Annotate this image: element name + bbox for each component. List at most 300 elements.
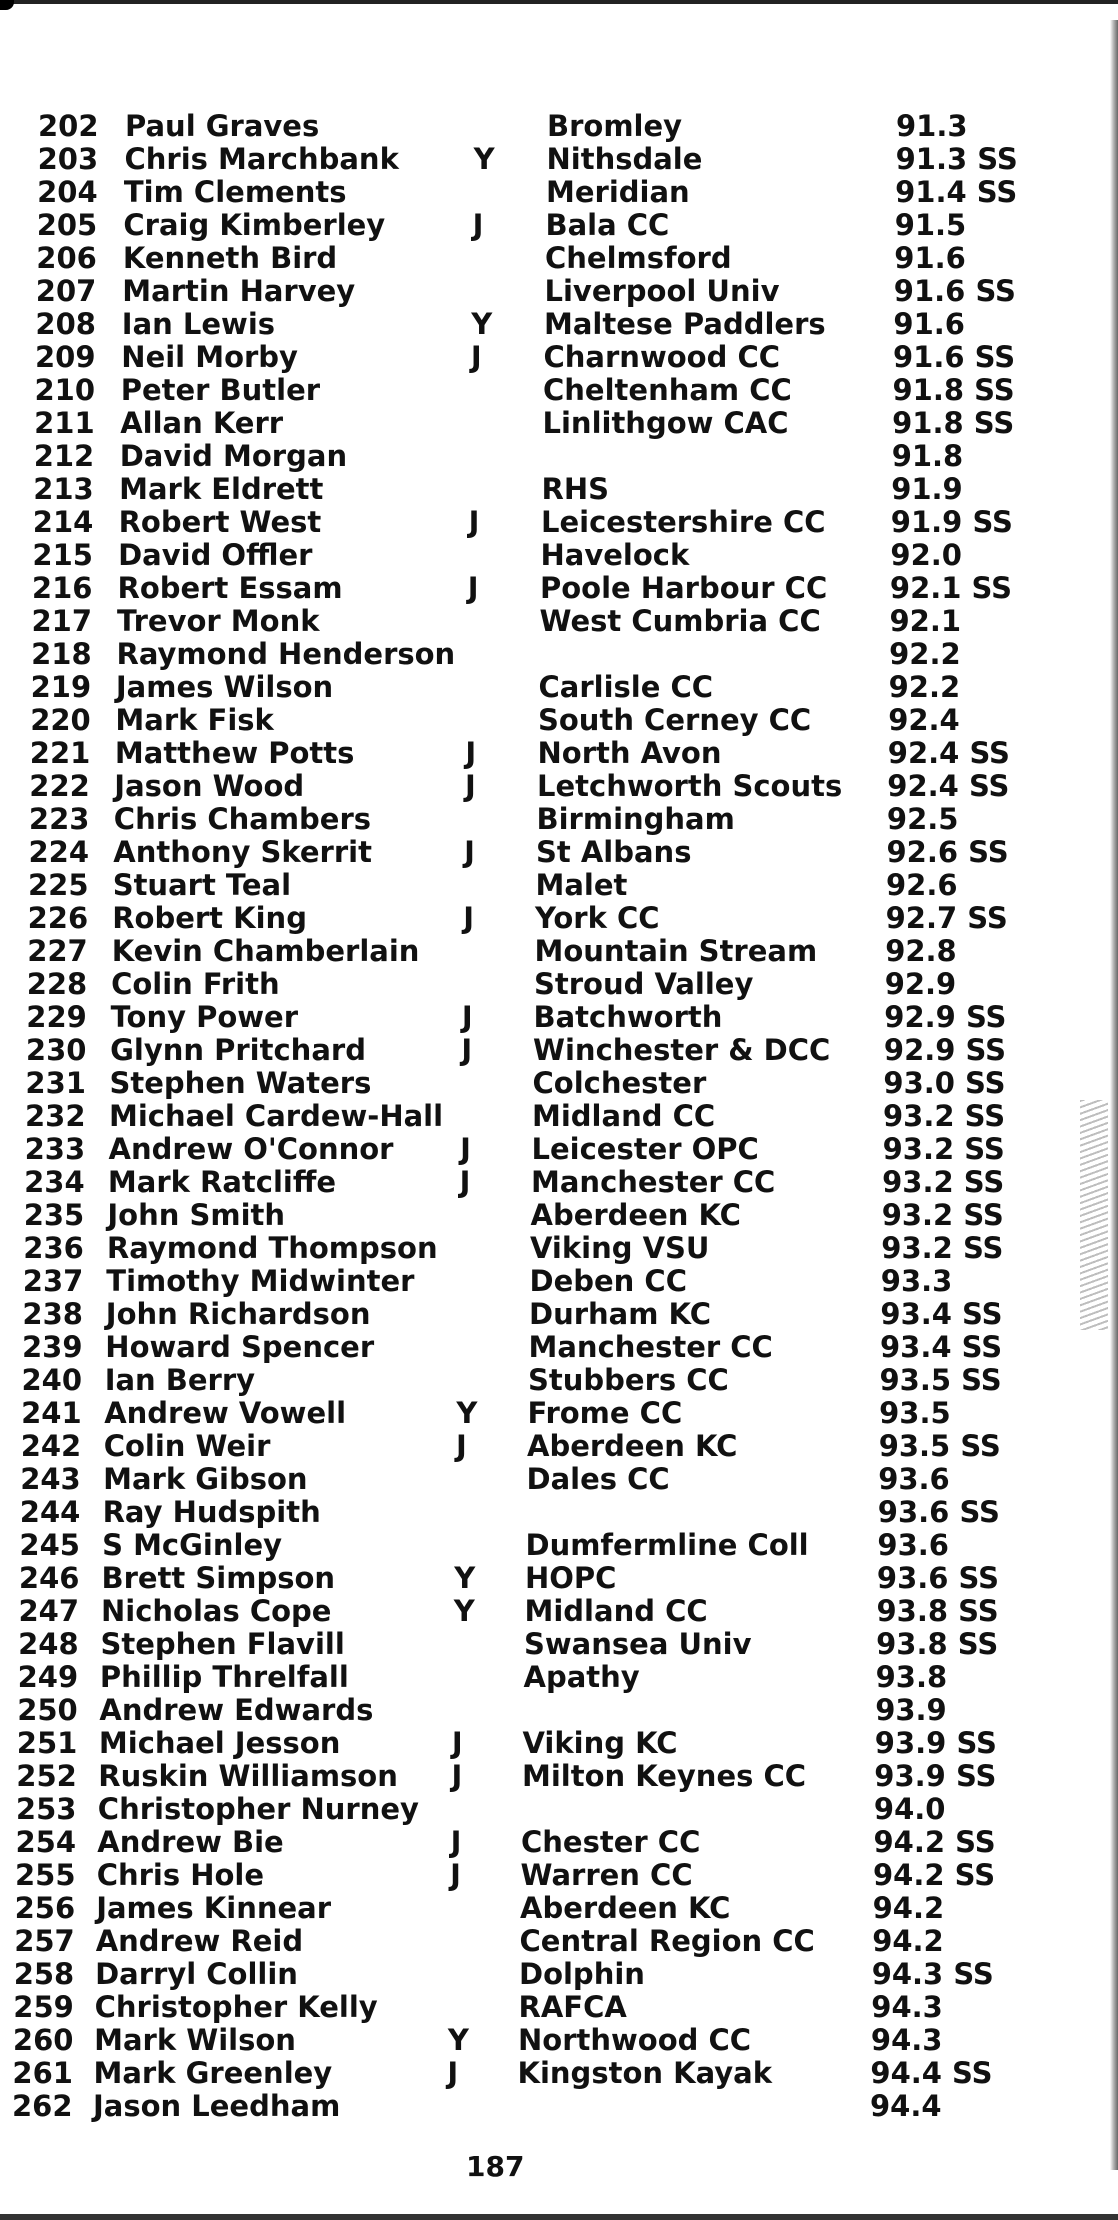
entry-club: Chelmsford (545, 241, 732, 275)
entry-club: Carlisle CC (538, 670, 714, 704)
result-row (0, 605, 1100, 638)
entry-flag: J (460, 1132, 471, 1166)
entry-number: 209 (35, 340, 96, 374)
result-row (0, 671, 1100, 704)
entry-time: 93.6 SS (876, 1561, 1000, 1595)
entry-number: 208 (35, 307, 96, 341)
entry-name: Jason Leedham (93, 2089, 341, 2123)
entry-flag: Y (447, 2023, 469, 2057)
entry-number: 260 (12, 2023, 74, 2057)
entry-time: 93.9 SS (874, 1759, 997, 1793)
entry-flag: J (450, 1825, 462, 1859)
entry-name: John Smith (107, 1198, 286, 1232)
entry-club: Malet (535, 868, 628, 902)
entry-number: 218 (31, 637, 92, 671)
entry-number: 216 (31, 571, 93, 605)
entry-club: Liverpool Univ (544, 274, 780, 308)
entry-club: Viking KC (522, 1726, 678, 1760)
entry-flag: J (465, 736, 477, 770)
entry-name: Darryl Collin (95, 1957, 298, 1991)
entry-number: 254 (15, 1825, 77, 1859)
result-row (0, 1529, 1100, 1562)
entry-flag: Y (471, 307, 493, 341)
entry-club: West Cumbria CC (539, 604, 821, 638)
result-row (0, 1067, 1100, 1100)
entry-number: 215 (32, 538, 93, 572)
entry-club: Colchester (532, 1066, 707, 1100)
result-row (0, 1331, 1100, 1364)
entry-name: S McGinley (102, 1528, 283, 1562)
entry-club: Milton Keynes CC (522, 1759, 807, 1793)
result-row (0, 539, 1100, 572)
entry-name: Mark Wilson (94, 2023, 296, 2057)
entry-name: Neil Morby (121, 340, 298, 374)
entry-time: 94.4 SS (870, 2056, 993, 2090)
entry-club: Durham KC (529, 1297, 712, 1331)
entry-number: 219 (30, 670, 92, 704)
entry-name: Chris Hole (96, 1858, 265, 1892)
entry-number: 250 (17, 1693, 78, 1727)
entry-club: Dales CC (526, 1462, 670, 1496)
entry-time: 92.6 (886, 868, 958, 902)
entry-time: 93.8 (875, 1660, 948, 1694)
entry-club: Dolphin (519, 1957, 645, 1991)
entry-name: Martin Harvey (122, 274, 356, 308)
entry-number: 252 (16, 1759, 77, 1793)
entry-time: 93.5 SS (879, 1363, 1002, 1397)
entry-name: Anthony Skerrit (113, 835, 372, 869)
entry-name: Raymond Henderson (116, 637, 456, 671)
entry-time: 92.2 (889, 637, 961, 671)
entry-name: Robert Essam (117, 571, 343, 605)
entry-name: Michael Cardew-Hall (109, 1099, 444, 1133)
result-row (0, 803, 1100, 836)
entry-flag: Y (473, 142, 495, 176)
entry-number: 206 (36, 241, 97, 275)
entry-time: 91.3 SS (895, 142, 1018, 176)
entry-time: 93.3 (880, 1264, 953, 1298)
entry-name: Brett Simpson (101, 1561, 336, 1595)
entry-number: 213 (33, 472, 94, 506)
entry-club: Winchester & DCC (533, 1033, 831, 1067)
entry-name: Stuart Teal (112, 868, 292, 902)
entry-time: 92.9 (884, 967, 957, 1001)
entry-club: Charnwood CC (543, 340, 781, 374)
entry-time: 94.3 (871, 1990, 943, 2024)
entry-name: Matthew Potts (114, 736, 355, 770)
result-row (0, 704, 1100, 737)
result-row (0, 242, 1100, 275)
entry-name: Andrew Edwards (99, 1693, 374, 1727)
entry-flag: J (447, 2056, 459, 2090)
entry-flag: J (467, 571, 479, 605)
result-row (0, 836, 1100, 869)
entry-name: Ian Berry (104, 1363, 256, 1397)
result-row (0, 1661, 1100, 1694)
entry-club: Chester CC (521, 1825, 701, 1859)
entry-time: 94.3 (870, 2023, 943, 2057)
result-row (0, 1496, 1100, 1529)
result-row (0, 1463, 1100, 1496)
entry-name: Kenneth Bird (122, 241, 338, 275)
entry-number: 251 (16, 1726, 78, 1760)
entry-club: Viking VSU (530, 1231, 710, 1265)
entry-number: 249 (17, 1660, 79, 1694)
entry-time: 92.4 (888, 703, 960, 737)
result-row (0, 341, 1100, 374)
entry-time: 92.0 (890, 538, 962, 572)
entry-flag: J (465, 769, 476, 803)
entry-time: 93.9 (875, 1693, 947, 1727)
entry-name: Phillip Threlfall (99, 1660, 349, 1694)
result-row (0, 1859, 1100, 1892)
entry-number: 205 (36, 208, 98, 242)
entry-name: Mark Gibson (103, 1462, 308, 1496)
entry-number: 248 (18, 1627, 79, 1661)
entry-number: 246 (18, 1561, 80, 1595)
entry-number: 227 (27, 934, 88, 968)
entry-name: Andrew Reid (95, 1924, 304, 1958)
entry-number: 261 (12, 2056, 73, 2090)
entry-club: Bromley (547, 109, 683, 143)
entry-name: Christopher Kelly (94, 1990, 378, 2024)
entry-name: Raymond Thompson (106, 1231, 438, 1265)
entry-time: 91.8 SS (892, 406, 1015, 440)
entry-time: 93.8 SS (876, 1594, 999, 1628)
entry-number: 232 (25, 1099, 86, 1133)
result-row (0, 935, 1100, 968)
entry-time: 91.9 SS (890, 505, 1013, 539)
entry-name: Andrew O'Connor (108, 1132, 394, 1166)
result-row (0, 1595, 1100, 1628)
result-row (0, 2090, 1100, 2123)
entry-club: Frome CC (527, 1396, 683, 1430)
result-row (0, 869, 1100, 902)
entry-number: 240 (21, 1363, 83, 1397)
entry-flag: J (464, 835, 475, 869)
entry-time: 94.4 (870, 2089, 942, 2123)
entry-number: 221 (29, 736, 91, 770)
entry-club: Dumfermline Coll (525, 1528, 809, 1562)
entry-time: 91.3 (896, 109, 968, 143)
entry-club: Midland CC (532, 1099, 716, 1133)
entry-number: 211 (34, 406, 95, 440)
entry-time: 93.5 SS (878, 1429, 1001, 1463)
entry-name: Peter Butler (120, 373, 321, 407)
entry-number: 255 (15, 1858, 76, 1892)
result-row (0, 968, 1100, 1001)
entry-time: 91.8 (891, 439, 964, 473)
entry-time: 93.8 SS (876, 1627, 999, 1661)
entry-club: RHS (541, 472, 609, 506)
entry-name: Chris Chambers (113, 802, 372, 836)
entry-time: 93.2 SS (881, 1198, 1004, 1232)
result-row (0, 1034, 1100, 1067)
result-row (0, 1133, 1100, 1166)
entry-club: RAFCA (518, 1990, 627, 2024)
result-row (0, 308, 1100, 341)
entry-number: 229 (26, 1000, 87, 1034)
entry-time: 92.4 SS (887, 769, 1010, 803)
entry-club: Midland CC (524, 1594, 708, 1628)
entry-club: Apathy (523, 1660, 640, 1694)
entry-club: Stubbers CC (528, 1363, 729, 1397)
entry-name: Tony Power (110, 1000, 299, 1034)
result-row (0, 110, 1100, 143)
result-row (0, 176, 1100, 209)
result-row (0, 1991, 1100, 2024)
entry-name: Andrew Vowell (104, 1396, 347, 1430)
entry-name: Ray Hudspith (102, 1495, 321, 1529)
entry-time: 91.6 SS (893, 340, 1016, 374)
entry-flag: J (456, 1429, 467, 1463)
entry-club: Aberdeen KC (527, 1429, 738, 1463)
entry-time: 93.9 SS (874, 1726, 997, 1760)
page-number: 187 (466, 2150, 525, 2183)
entry-name: Howard Spencer (105, 1330, 375, 1364)
entry-number: 203 (37, 142, 99, 176)
entry-club: Linlithgow CAC (542, 406, 789, 440)
entry-club: York CC (535, 901, 660, 935)
entry-time: 92.5 (886, 802, 959, 836)
result-row (0, 572, 1100, 605)
entry-name: Ian Lewis (121, 307, 276, 341)
entry-number: 224 (28, 835, 90, 869)
result-row (0, 638, 1100, 671)
entry-flag: J (472, 208, 484, 242)
entry-time: 94.2 SS (873, 1825, 996, 1859)
entry-name: Colin Weir (103, 1429, 271, 1463)
entry-time: 94.2 (872, 1891, 945, 1925)
entry-flag: J (451, 1726, 463, 1760)
result-row (0, 143, 1100, 176)
entry-number: 204 (37, 175, 98, 209)
entry-club: Mountain Stream (534, 934, 818, 968)
entry-number: 234 (24, 1165, 85, 1199)
entry-name: Mark Ratcliffe (107, 1165, 336, 1199)
entry-number: 228 (26, 967, 88, 1001)
entry-flag: J (468, 505, 480, 539)
entry-flag: J (461, 1033, 473, 1067)
entry-time: 94.2 (872, 1924, 944, 1958)
result-row (0, 1001, 1100, 1034)
result-row (0, 1727, 1100, 1760)
result-row (0, 506, 1100, 539)
entry-club: Central Region CC (519, 1924, 815, 1958)
entry-name: Chris Marchbank (124, 142, 399, 176)
entry-time: 93.6 SS (877, 1495, 1000, 1529)
entry-name: Colin Frith (111, 967, 280, 1001)
entry-number: 222 (29, 769, 90, 803)
entry-name: Allan Kerr (120, 406, 284, 440)
result-row (0, 374, 1100, 407)
result-row (0, 1199, 1100, 1232)
entry-time: 92.9 SS (883, 1033, 1007, 1067)
entry-name: Paul Graves (125, 109, 320, 143)
entry-club: North Avon (537, 736, 722, 770)
result-row (0, 440, 1100, 473)
entry-name: Andrew Bie (97, 1825, 284, 1859)
entry-number: 242 (20, 1429, 82, 1463)
result-row (0, 770, 1100, 803)
entry-time: 93.2 SS (882, 1165, 1005, 1199)
entry-flag: J (470, 340, 482, 374)
entry-time: 93.6 (878, 1462, 950, 1496)
entry-time: 93.6 (877, 1528, 949, 1562)
entry-number: 223 (28, 802, 90, 836)
entry-flag: J (461, 1000, 473, 1034)
entry-number: 238 (22, 1297, 83, 1331)
entry-time: 93.4 SS (880, 1330, 1003, 1364)
result-row (0, 1562, 1100, 1595)
result-row (0, 2057, 1100, 2090)
result-row (0, 407, 1100, 440)
entry-name: Jason Wood (114, 769, 305, 803)
entry-club: Manchester CC (531, 1165, 776, 1199)
result-row (0, 1925, 1100, 1958)
entry-number: 212 (33, 439, 95, 473)
entry-name: Robert King (112, 901, 307, 935)
entry-time: 91.4 SS (895, 175, 1018, 209)
page-right-edge (1110, 20, 1118, 2170)
entry-club: Kingston Kayak (517, 2056, 773, 2090)
entry-flag: J (463, 901, 474, 935)
result-row (0, 1100, 1100, 1133)
entry-number: 207 (35, 274, 97, 308)
result-row (0, 1892, 1100, 1925)
entry-time: 92.4 SS (887, 736, 1010, 770)
entry-name: Christopher Nurney (97, 1792, 419, 1826)
entry-club: Manchester CC (528, 1330, 773, 1364)
entry-club: Swansea Univ (524, 1627, 752, 1661)
result-row (0, 902, 1100, 935)
entry-club: Stroud Valley (534, 967, 754, 1001)
entry-time: 93.0 SS (883, 1066, 1006, 1100)
result-row (0, 1397, 1100, 1430)
entry-name: Glynn Pritchard (110, 1033, 366, 1067)
entry-time: 94.3 SS (871, 1957, 994, 1991)
result-row (0, 209, 1100, 242)
entry-name: Craig Kimberley (123, 208, 386, 242)
entry-club: Maltese Paddlers (544, 307, 826, 341)
entry-number: 217 (31, 604, 93, 638)
entry-flag: J (459, 1165, 471, 1199)
corner-mark (0, 0, 14, 10)
entry-club: Letchworth Scouts (537, 769, 843, 803)
entry-time: 91.8 SS (892, 373, 1015, 407)
entry-number: 243 (20, 1462, 81, 1496)
results-list (0, 110, 1100, 2123)
result-row (0, 737, 1100, 770)
entry-time: 93.4 SS (880, 1297, 1003, 1331)
entry-number: 244 (19, 1495, 81, 1529)
result-row (0, 1298, 1100, 1331)
entry-club: Deben CC (529, 1264, 687, 1298)
entry-time: 92.8 (885, 934, 957, 968)
entry-club: Northwood CC (518, 2023, 752, 2057)
entry-number: 233 (24, 1132, 86, 1166)
entry-name: Robert West (118, 505, 322, 539)
entry-time: 93.5 (879, 1396, 951, 1430)
entry-club: Warren CC (520, 1858, 693, 1892)
entry-name: Trevor Monk (117, 604, 320, 638)
entry-number: 247 (18, 1594, 80, 1628)
entry-name: Mark Eldrett (119, 472, 324, 506)
entry-number: 230 (25, 1033, 87, 1067)
entry-number: 237 (22, 1264, 84, 1298)
entry-time: 93.2 SS (881, 1231, 1004, 1265)
entry-club: Nithsdale (546, 142, 703, 176)
entry-name: Mark Greenley (93, 2056, 333, 2090)
entry-name: Tim Clements (123, 175, 347, 209)
entry-time: 91.6 (894, 241, 966, 275)
result-row (0, 1826, 1100, 1859)
entry-name: Timothy Midwinter (106, 1264, 415, 1298)
entry-name: Michael Jesson (98, 1726, 341, 1760)
entry-name: John Richardson (105, 1297, 371, 1331)
entry-number: 241 (21, 1396, 82, 1430)
result-row (0, 1166, 1100, 1199)
entry-time: 92.2 (888, 670, 961, 704)
entry-club: Cheltenham CC (543, 373, 792, 407)
entry-club: St Albans (536, 835, 692, 869)
entry-club: Aberdeen KC (520, 1891, 731, 1925)
result-row (0, 275, 1100, 308)
entry-time: 91.9 (891, 472, 963, 506)
result-row (0, 1265, 1100, 1298)
result-row (0, 1760, 1100, 1793)
entry-number: 253 (15, 1792, 77, 1826)
entry-name: David Offler (118, 538, 313, 572)
result-row (0, 1694, 1100, 1727)
entry-number: 226 (27, 901, 89, 935)
entry-number: 259 (13, 1990, 74, 2024)
entry-number: 258 (13, 1957, 75, 1991)
page-bottom-edge (0, 2214, 1118, 2220)
entry-club: Leicester OPC (531, 1132, 759, 1166)
entry-flag: J (450, 1858, 461, 1892)
entry-name: Mark Fisk (115, 703, 274, 737)
entry-time: 92.9 SS (884, 1000, 1007, 1034)
entry-time: 91.6 (893, 307, 965, 341)
entry-flag: J (451, 1759, 463, 1793)
entry-time: 92.7 SS (885, 901, 1008, 935)
entry-number: 231 (25, 1066, 86, 1100)
entry-number: 220 (30, 703, 91, 737)
result-row (0, 2024, 1100, 2057)
entry-flag: Y (456, 1396, 478, 1430)
entry-number: 202 (38, 109, 99, 143)
entry-time: 91.5 (894, 208, 967, 242)
entry-club: Aberdeen KC (530, 1198, 741, 1232)
result-row (0, 473, 1100, 506)
entry-time: 94.0 (873, 1792, 946, 1826)
entry-name: Nicholas Cope (101, 1594, 332, 1628)
entry-time: 92.6 SS (886, 835, 1009, 869)
entry-club: South Cerney CC (538, 703, 812, 737)
entry-time: 92.1 SS (889, 571, 1013, 605)
result-row (0, 1793, 1100, 1826)
entry-flag: Y (453, 1594, 475, 1628)
entry-name: James Kinnear (96, 1891, 332, 1925)
entry-club: Bala CC (545, 208, 670, 242)
entry-time: 93.2 SS (882, 1132, 1005, 1166)
entry-number: 214 (32, 505, 94, 539)
entry-time: 92.1 (889, 604, 962, 638)
entry-name: James Wilson (115, 670, 334, 704)
entry-name: Ruskin Williamson (98, 1759, 398, 1793)
result-row (0, 1628, 1100, 1661)
